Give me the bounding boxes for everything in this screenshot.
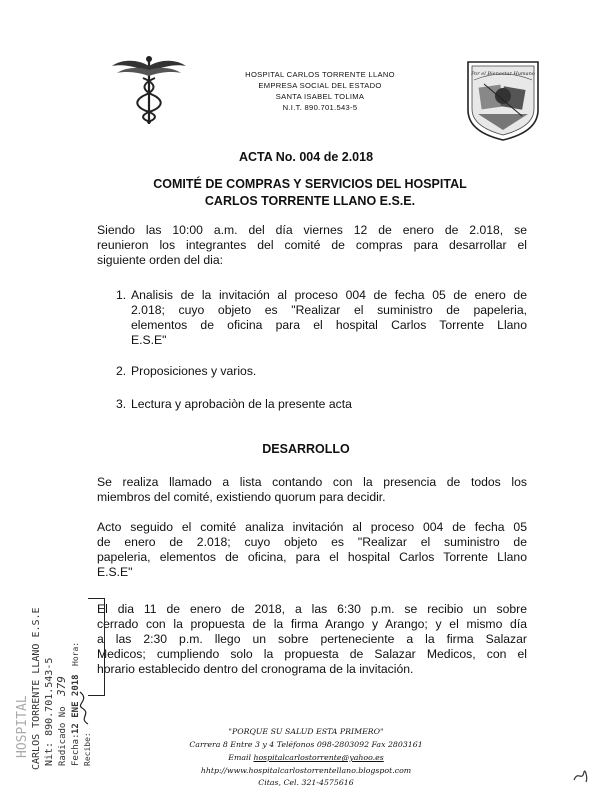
stamp-recibe-label: Recibe: (83, 732, 92, 766)
header-entity-type: EMPRESA SOCIAL DEL ESTADO (258, 81, 382, 90)
paragraph-line: El dia 11 de enero de 2018, a las 6:30 p.m. se recibio un sobre (97, 602, 527, 616)
stamp-line-name: CARLOS TORRENTE LLANO E.S.E (31, 607, 42, 770)
stamp-hora-label: Hora: (71, 641, 80, 666)
paragraph-line: horario establecido dentro del cronograma de la invitación. (97, 662, 414, 676)
stamp-line-hospital: HOSPITAL (15, 695, 30, 758)
stamp-fecha-label: Fecha: (71, 733, 81, 766)
intro-line: Siendo las 10:00 a.m. del día viernes 12 de enero de 2.018, se (97, 223, 527, 237)
seal-motto: Por el Bienestar Humano (471, 71, 535, 77)
agenda-item-line: Lectura y aprobaciòn de la presente acta (131, 397, 352, 411)
intro-paragraph (97, 223, 527, 268)
footer-email-label: Email (228, 753, 254, 762)
agenda-number: 2. (116, 364, 127, 378)
intro-line: siguiente orden del dia: (97, 253, 224, 267)
paragraph-line: cerrado con la propuesta de la firma Arango y Arango; y el mismo día (97, 617, 527, 631)
stamp-fecha-value: 12 ENE 2018 (71, 674, 81, 734)
footer-phone: Citas, Cel. 321-4575616 (258, 778, 354, 787)
agenda-item-line: elementos de oficina para el hospital Carlos Torrente Llano (131, 318, 527, 332)
paragraph-line: de enero de 2.018; cuyo objeto es "Realizar el suministro de (97, 535, 527, 549)
paragraph-line: Medicos; cumpliendo solo la propuesta de Salazar Medicos, con el (97, 647, 527, 661)
hospital-seal-icon (462, 56, 544, 142)
header-location: SANTA ISABEL TOLIMA (275, 92, 365, 101)
agenda-number: 1. (116, 288, 127, 302)
stamp-border (88, 598, 105, 696)
footer-motto: "PORQUE SU SALUD ESTA PRIMERO" (228, 727, 384, 736)
paragraph-line: Acto seguido el comité analiza invitación al proceso 004 de fecha 05 (97, 520, 527, 534)
agenda-item-line: 2.018; cuyo objeto es "Realizar el suministro de papeleria, (131, 303, 527, 317)
paragraph-line: Se realiza llamado a lista contando con la presencia de todos los (97, 475, 527, 489)
document-title-line-2: CARLOS TORRENTE LLANO E.S.E. (204, 194, 416, 208)
intro-line: reunieron los integrantes del comité de compras para desarrollar el (97, 238, 527, 252)
caduceus-logo-icon (108, 52, 190, 128)
section-heading: DESARROLLO (262, 442, 350, 456)
agenda-item (131, 364, 527, 379)
stamp-radicado-label: Radicado No (58, 706, 68, 766)
stamp-radicado-value: 379 (55, 676, 68, 696)
document-title (120, 176, 500, 210)
agenda-item-line: Analisis de la invitación al proceso 004 de fecha 05 de enero de (131, 288, 527, 302)
footer-address: Carrera 8 Entre 3 y 4 Teléfonos 098-2803092 Fax 2803161 (189, 740, 423, 749)
stamp-line-nit: Nit: 890.701.543-5 (44, 657, 55, 766)
agenda-item (131, 397, 527, 412)
document-title-line-1: COMITÉ DE COMPRAS Y SERVICIOS DEL HOSPITAL (153, 177, 467, 191)
footer-email-link[interactable]: hospitalcarlostorrente@yahoo.es (253, 753, 384, 762)
agenda-number: 3. (116, 397, 127, 411)
header-hospital-name: HOSPITAL CARLOS TORRENTE LLANO (245, 70, 395, 79)
received-stamp (12, 598, 92, 774)
paragraph-proposals (97, 602, 527, 677)
agenda-item (131, 288, 527, 348)
paragraph-roll-call (97, 475, 527, 505)
handwritten-mark-icon (568, 762, 592, 786)
paragraph-line: miembros del comité, existiendo quorum para decidir. (97, 490, 386, 504)
paragraph-line: E.S.E" (97, 565, 133, 579)
paragraph-line: a las 2:30 p.m. llego un sobre perteneciente a la firma Salazar (97, 632, 527, 646)
agenda-item-line: E.S.E" (131, 333, 167, 347)
paragraph-line: papeleria, elementos de oficina, para el hospital Carlos Torrente Llano (97, 550, 527, 564)
footer-blog-link[interactable]: hhtp://www.hospitalcarlostorrentellano.blogspot.com (200, 766, 412, 775)
document-number: ACTA No. 004 de 2.018 (238, 150, 374, 164)
paragraph-analysis (97, 520, 527, 580)
footer-email-line (150, 751, 462, 764)
header-nit: N.I.T. 890.701.543-5 (282, 103, 358, 112)
agenda-item-line: Proposiciones y varios. (131, 364, 257, 378)
